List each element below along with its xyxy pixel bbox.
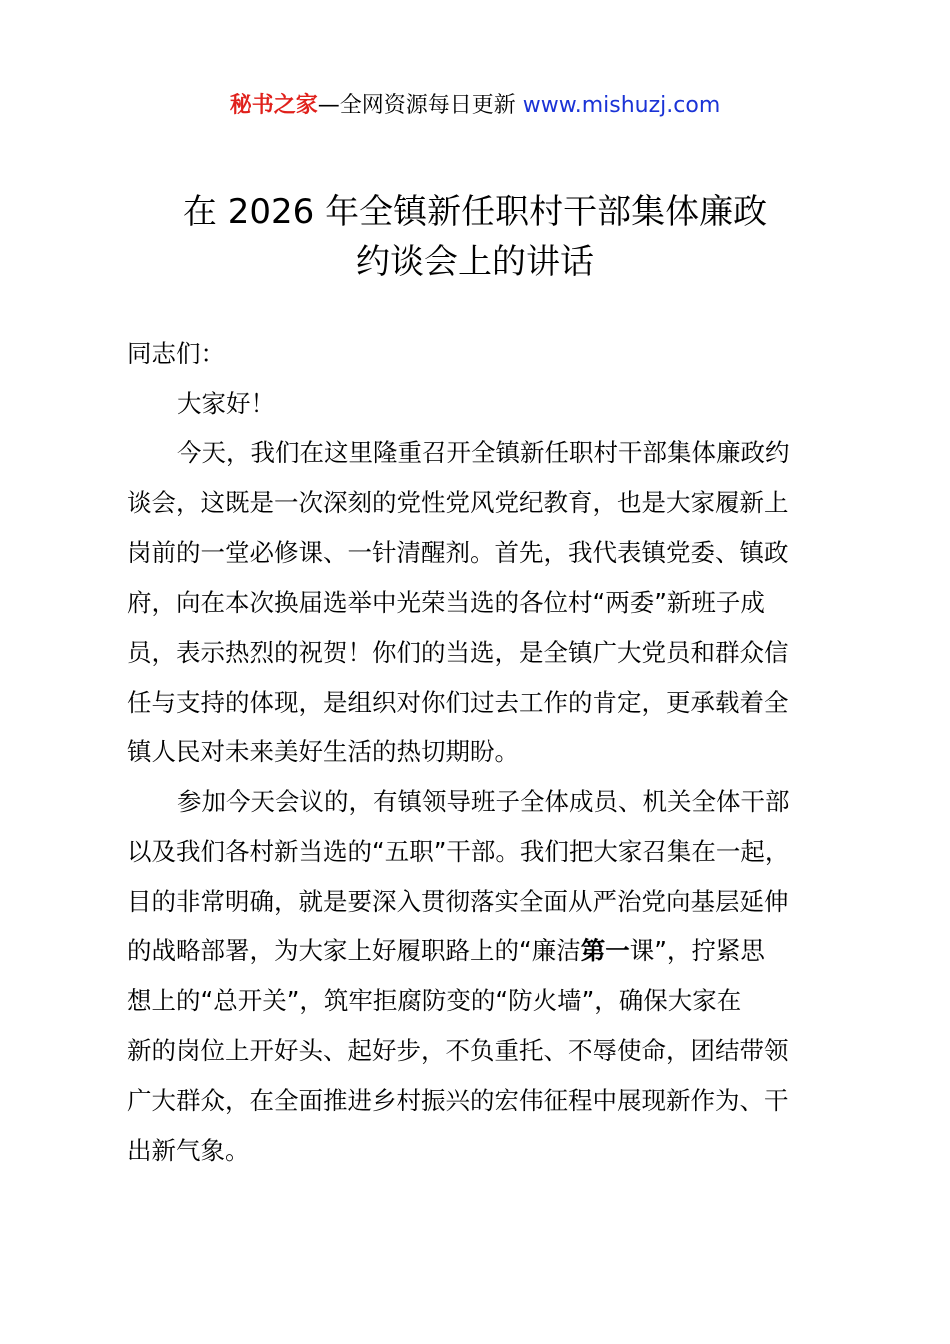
para1-line: 任与支持的体现，是组织对你们过去工作的肯定，更承载着全 (127, 688, 789, 717)
text: 的战略部署，为大家上好履职路上的“廉洁 (127, 936, 581, 965)
text: 课”，拧紧思 (629, 936, 765, 965)
para1-line: 今天，我们在这里隆重召开全镇新任职村干部集体廉政约 (177, 438, 790, 467)
para2-line: 广大群众，在全面推进乡村振兴的宏伟征程中展现新作为、干 (127, 1086, 789, 1115)
site-header (0, 88, 950, 119)
para1-line: 员，表示热烈的祝贺！你们的当选，是全镇广大党员和群众信 (127, 638, 789, 667)
greeting: 大家好！ (177, 389, 275, 418)
title-line-2: 约谈会上的讲话 (356, 242, 594, 282)
site-url[interactable]: www.mishuzj.com (522, 93, 721, 118)
para1-line: 府，向在本次换届选举中光荣当选的各位村“两委”新班子成 (127, 588, 765, 617)
para2-line (127, 936, 765, 966)
para2-line: 目的非常明确，就是要深入贯彻落实全面从严治党向基层延伸 (127, 887, 789, 916)
brand-name: 秘书之家 (229, 93, 318, 118)
salutation: 同志们： (127, 339, 225, 368)
para2-line: 想上的“总开关”，筑牢拒腐防变的“防火墙”，确保大家在 (127, 986, 742, 1015)
para2-line: 以及我们各村新当选的“五职”干部。我们把大家召集在一起， (127, 837, 790, 866)
para2-line: 参加今天会议的，有镇领导班子全体成员、机关全体干部 (177, 787, 790, 816)
para1-line: 岗前的一堂必修课、一针清醒剂。首先，我代表镇党委、镇政 (127, 538, 789, 567)
para1-line: 镇人民对未来美好生活的热切期盼。 (127, 737, 519, 766)
bold-text: 第一 (580, 936, 630, 965)
title-line-1: 在 2026 年全镇新任职村干部集体廉政 (182, 192, 768, 232)
tagline: —全网资源每日更新 (317, 93, 523, 118)
para2-line: 新的岗位上开好头、起好步，不负重托、不辱使命，团结带领 (127, 1036, 789, 1065)
para2-line: 出新气象。 (127, 1136, 250, 1165)
para1-line: 谈会，这既是一次深刻的党性党风党纪教育，也是大家履新上 (127, 488, 789, 517)
